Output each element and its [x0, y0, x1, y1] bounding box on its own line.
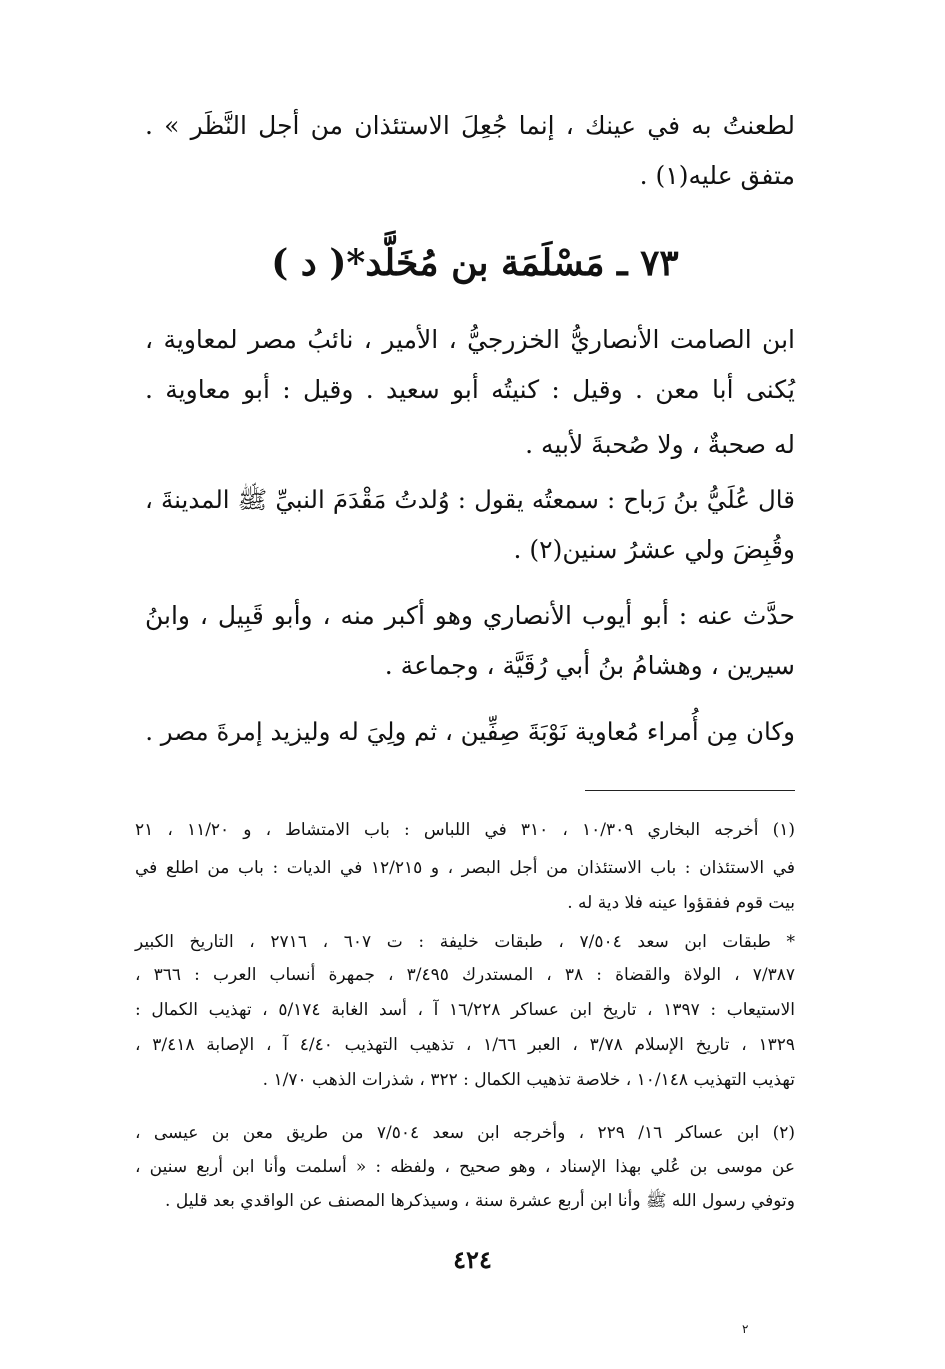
- footnote-line: في الاستئذان : باب الاستئذان من أجل البصر ، و ١٢/٢١٥ في الديات : باب من اطلع في: [135, 858, 795, 878]
- footnote-line: تهذيب التهذيب ١٠/١٤٨ ، خلاصة تذهيب الكمال : ٣٢٢ ، شذرات الذهب ١/٧٠ .: [262, 1070, 795, 1090]
- signature-mark: ٢: [742, 1322, 749, 1336]
- footnote-line: (٢) ابن عساكر ١٦/ ٢٢٩ ، وأخرجه ابن سعد ٧/٥٠٤ من طريق معن بن عيسى ،: [135, 1123, 795, 1143]
- footnote-line: عن موسى بن عُلي بهذا الإسناد ، وهو صحيح ، ولفظه : « أسلمت وأنا ابن أربع سنين ،: [135, 1157, 795, 1177]
- footnote-separator: [585, 790, 795, 791]
- footnote-line: ٧/٣٨٧ ، الولاة والقضاة : ٣٨ ، المستدرك ٣/٤٩٥ ، جمهرة أنساب العرب : ٣٦٦ ،: [135, 965, 796, 985]
- body-line: لطعنتُ به في عينك ، إنما جُعِلَ الاستئذان من أجل النَّظَر » .: [145, 111, 795, 140]
- body-line: ابن الصامت الأنصاريُّ الخزرجيُّ ، الأمير ، نائبُ مصر لمعاوية ،: [145, 325, 795, 354]
- body-line: حدَّث عنه : أبو أيوب الأنصاري وهو أكبر منه ، وأبو قَبِيل ، وابنُ: [145, 601, 795, 630]
- footnote-line: * طبقات ابن سعد ٧/٥٠٤ ، طبقات خليفة : ت ٦٠٧ ، ٢٧١٦ ، التاريخ الكبير: [135, 932, 795, 952]
- page-number: ٤٢٤: [453, 1245, 492, 1274]
- body-line: سيرين ، وهشامُ بنُ أبي رُقَيَّة ، وجماعة .: [384, 651, 795, 680]
- footnote-line: بيت قوم ففقؤوا عينه فلا دية له .: [567, 893, 795, 913]
- body-line: له صحبةٌ ، ولا صُحبةَ لأبيه .: [525, 430, 795, 459]
- footnote-line: (١) أخرجه البخاري ١٠/٣٠٩ ، ٣١٠ في اللباس : باب الامتشاط ، و ١١/٢٠ ، ٢١: [135, 820, 795, 840]
- footnote-line: وتوفي رسول الله ﷺ وأنا ابن أربع عشرة سنة ، وسيذكرها المصنف عن الواقدي بعد قليل .: [165, 1191, 795, 1211]
- footnote-line: الاستيعاب : ١٣٩٧ ، تاريخ ابن عساكر ١٦/٢٢٨ آ ، أسد الغابة ٥/١٧٤ ، تهذيب الكمال :: [135, 1000, 796, 1020]
- body-line: وكان مِن أُمراء مُعاوية نَوْبَةَ صِفِّين ، ثم ولِيَ له وليزيد إمرةَ مصر .: [145, 717, 795, 746]
- footnote-line: ١٣٢٩ ، تاريخ الإسلام ٣/٧٨ ، العبر ١/٦٦ ، تذهيب التهذيب ٤/٤٠ آ ، الإصابة ٣/٤١٨ ،: [135, 1035, 796, 1055]
- body-line: متفق عليه(١) .: [639, 161, 795, 190]
- body-line: يُكنى أبا معن . وقيل : كنيتُه أبو سعيد . وقيل : أبو معاوية .: [145, 375, 795, 404]
- body-line: وقُبِضَ ولي عشرُ سنين(٢) .: [513, 535, 795, 564]
- biography-heading: ٧٣ ـ مَسْلَمَة بن مُخَلَّد*( د ): [271, 242, 679, 284]
- body-line: قال عُلَيُّ بنُ رَباح : سمعتُه يقول : وُلدتُ مَقْدَمَ النبيِّ ﷺ المدينةَ ،: [145, 485, 795, 514]
